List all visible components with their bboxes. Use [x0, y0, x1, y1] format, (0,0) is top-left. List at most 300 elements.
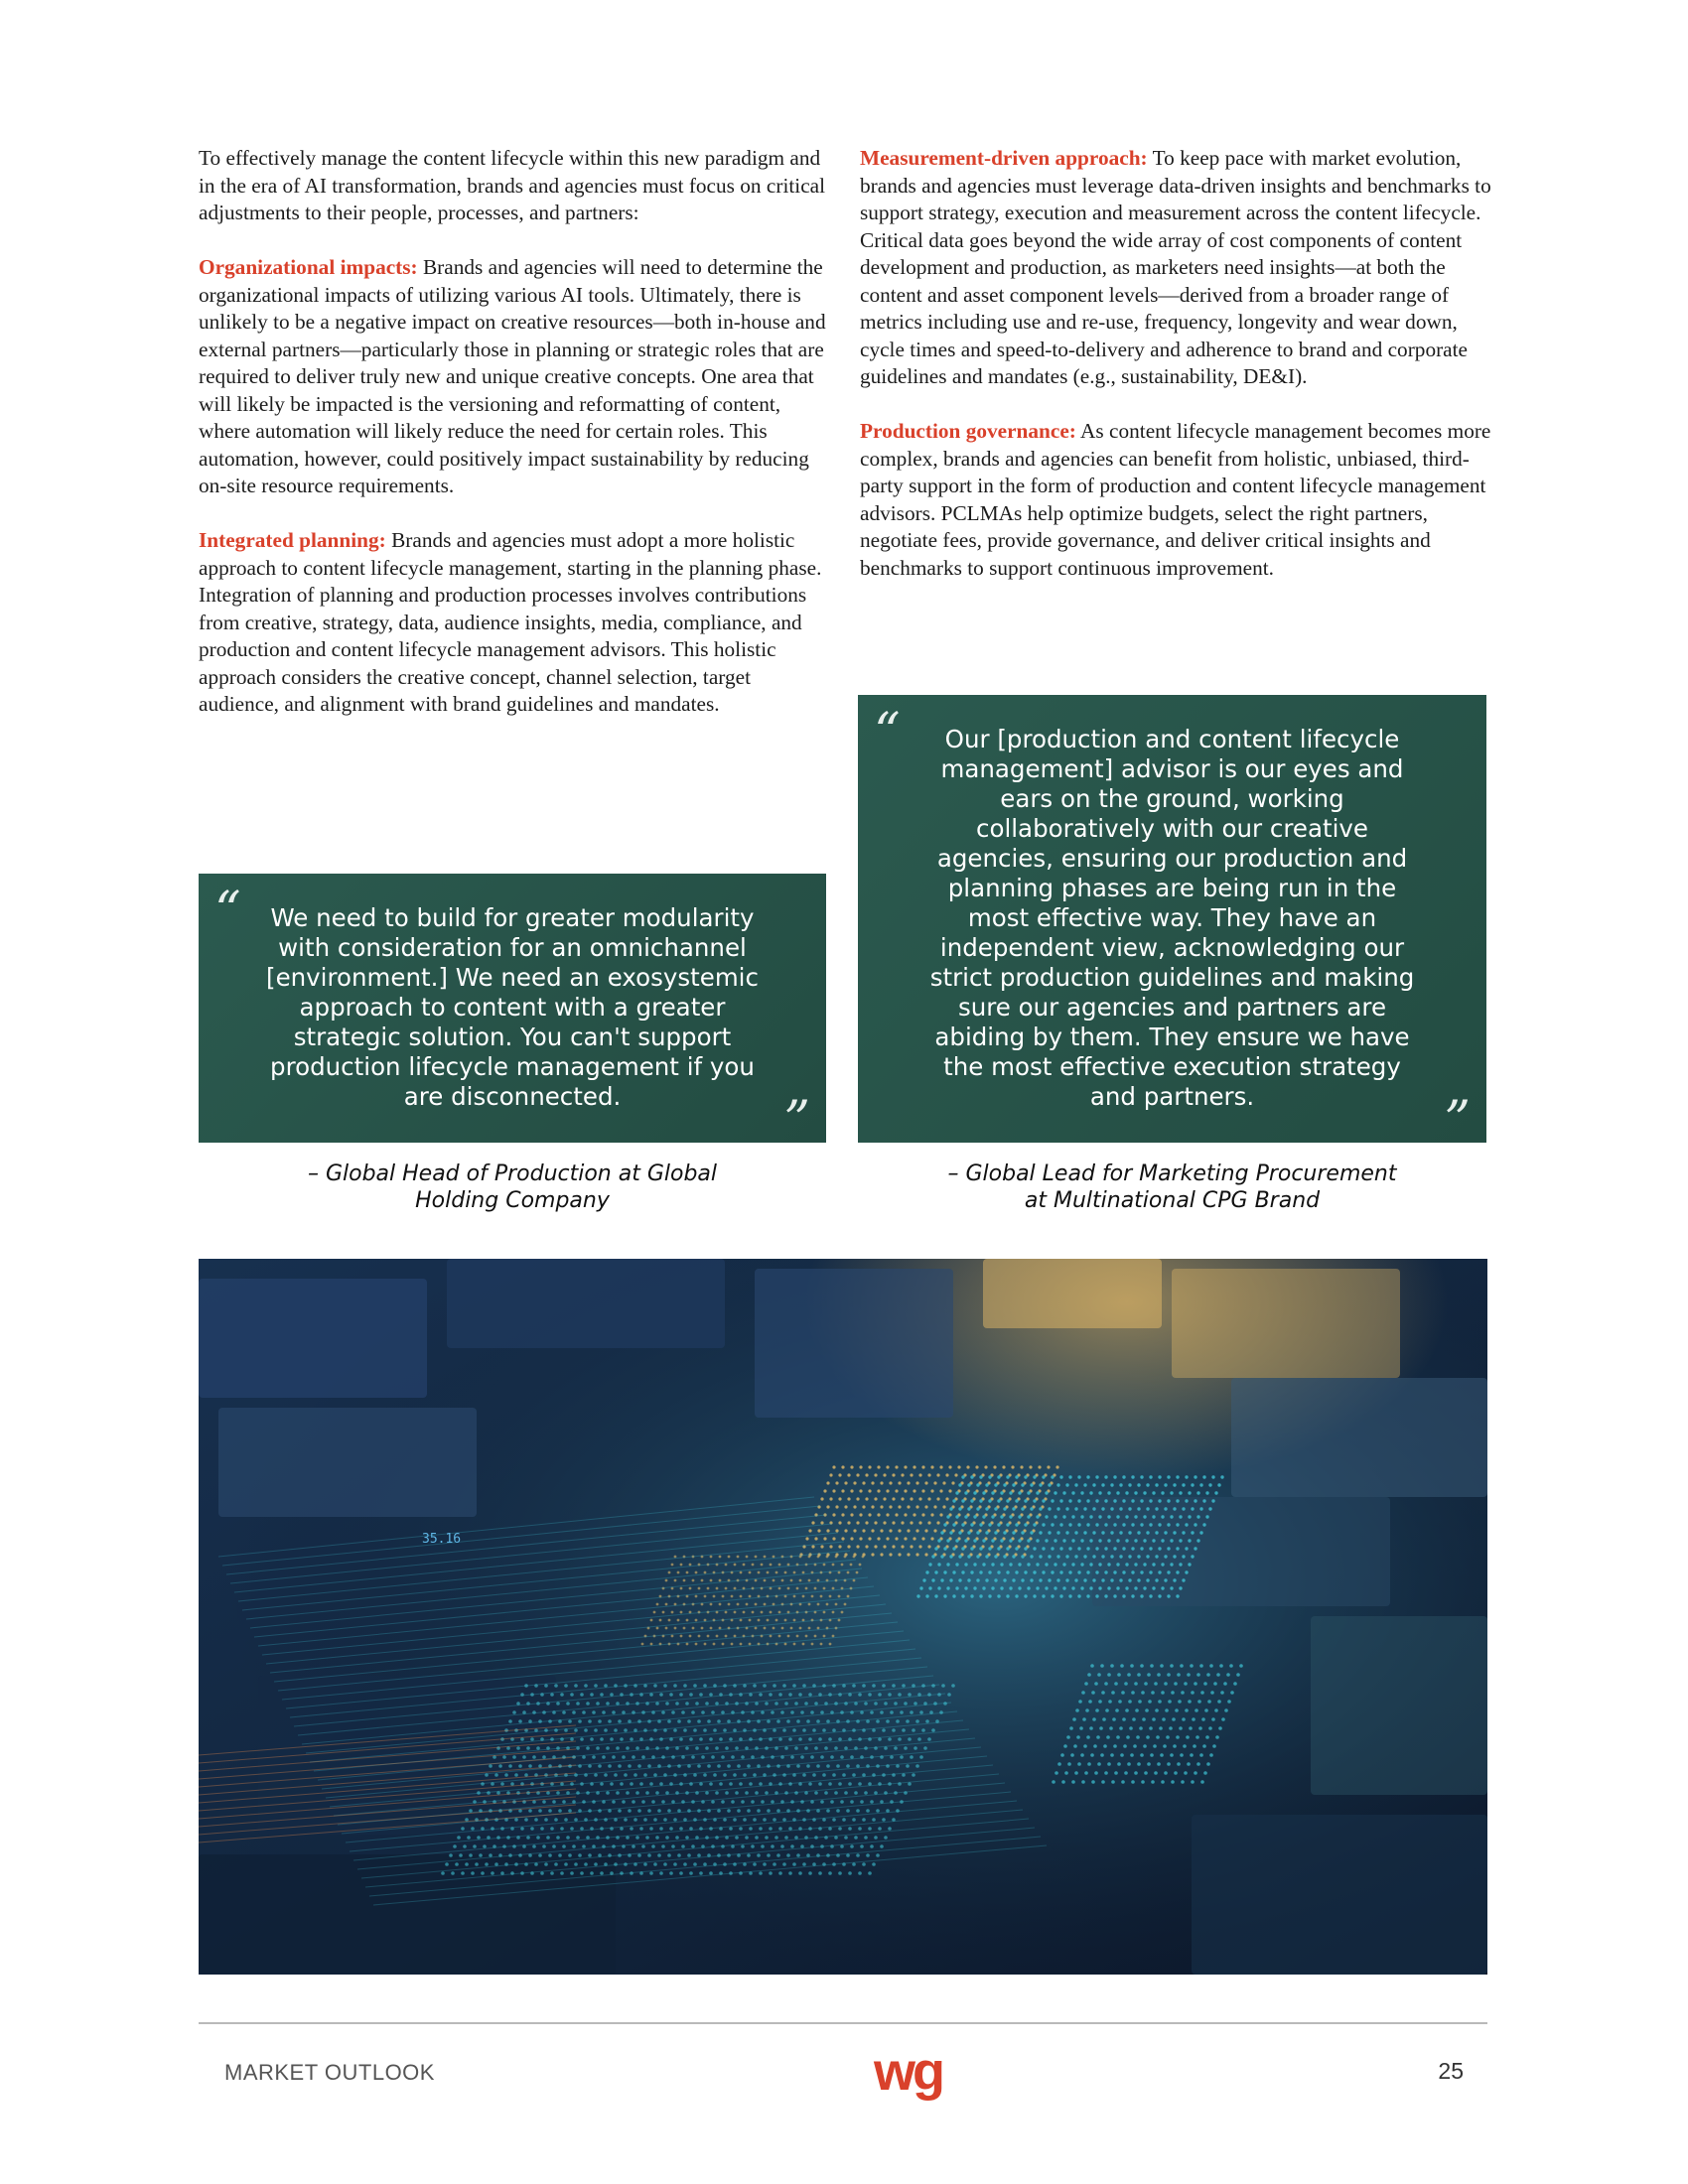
led-dot: [1125, 1586, 1128, 1589]
led-dot: [892, 1545, 895, 1548]
led-dot: [1006, 1547, 1009, 1550]
led-dot: [883, 1545, 886, 1548]
led-dot: [1052, 1780, 1055, 1784]
led-dot: [1074, 1555, 1077, 1558]
led-dot: [1033, 1475, 1036, 1478]
chip-panel: [1192, 1815, 1487, 1975]
led-dot: [904, 1465, 907, 1468]
led-dot: [910, 1473, 913, 1476]
led-dot: [997, 1499, 1000, 1502]
led-dot: [633, 1818, 637, 1822]
led-dot: [1047, 1465, 1050, 1468]
led-dot: [1167, 1594, 1170, 1597]
led-dot: [703, 1684, 707, 1688]
led-dot: [1033, 1570, 1036, 1573]
led-dot: [1176, 1499, 1179, 1502]
led-dot: [898, 1693, 902, 1697]
led-dot: [1158, 1523, 1161, 1526]
led-dot: [1119, 1726, 1123, 1730]
led-dot: [826, 1505, 829, 1508]
led-dot: [994, 1578, 997, 1581]
led-dot: [994, 1507, 997, 1510]
led-dot: [645, 1791, 649, 1795]
led-dot: [1131, 1570, 1134, 1573]
led-dot: [580, 1871, 584, 1875]
led-dot: [1187, 1673, 1191, 1677]
led-dot: [793, 1595, 796, 1598]
led-dot: [1100, 1664, 1104, 1668]
led-dot: [663, 1862, 667, 1866]
led-dot: [952, 1523, 955, 1526]
led-dot: [1144, 1771, 1148, 1775]
led-dot: [755, 1556, 758, 1559]
led-dot: [787, 1587, 790, 1590]
led-dot: [1115, 1708, 1119, 1712]
led-dot: [964, 1491, 967, 1494]
led-dot: [1211, 1475, 1214, 1478]
led-dot: [1020, 1465, 1023, 1468]
led-dot: [723, 1728, 727, 1732]
led-dot: [919, 1755, 923, 1759]
led-dot: [632, 1800, 635, 1804]
led-dot: [759, 1782, 763, 1786]
led-dot: [612, 1710, 616, 1714]
led-dot: [687, 1719, 691, 1723]
led-dot: [934, 1547, 937, 1550]
led-dot: [854, 1791, 858, 1795]
led-dot: [1205, 1491, 1208, 1494]
led-dot: [1227, 1700, 1231, 1704]
led-dot: [650, 1619, 653, 1622]
led-dot: [538, 1809, 542, 1813]
led-dot: [946, 1563, 949, 1566]
led-dot: [1137, 1673, 1141, 1677]
led-dot: [1131, 1547, 1134, 1550]
led-dot: [925, 1719, 929, 1723]
led-dot: [1131, 1594, 1134, 1597]
measurement-body: To keep pace with market evolution, brands and agencies must leverage data-driven insights and benchmarks to support strategy, execution and measurement across the content lifecycle. Critical data goes beyond the wide array of cost components of content development and production, as marketers need insights—at both the content and asset component levels—derived from a broader range of metrics including use and re-use, frequency, longevity and wear down, cycle times and speed-to-delivery and adherence to brand and corporate guidelines and mandates (e.g., sustainability, DE&I).: [860, 146, 1491, 388]
led-dot: [1154, 1682, 1158, 1686]
led-dot: [862, 1818, 866, 1822]
led-dot: [1096, 1735, 1100, 1739]
led-dot: [656, 1627, 659, 1630]
led-dot: [1089, 1586, 1092, 1589]
led-dot: [910, 1497, 913, 1500]
led-dot: [1003, 1507, 1006, 1510]
led-dot: [826, 1556, 829, 1559]
led-dot: [878, 1693, 882, 1697]
led-dot: [822, 1773, 826, 1777]
led-dot: [1098, 1539, 1101, 1542]
led-dot: [661, 1800, 665, 1804]
led-dot: [912, 1773, 915, 1777]
led-dot: [1021, 1507, 1024, 1510]
led-dot: [667, 1853, 671, 1857]
led-dot: [808, 1579, 811, 1582]
led-dot: [1113, 1744, 1117, 1748]
led-dot: [898, 1737, 902, 1741]
led-dot: [1203, 1682, 1207, 1686]
led-dot: [1079, 1726, 1083, 1730]
led-dot: [865, 1473, 868, 1476]
led-dot: [473, 1844, 477, 1848]
led-dot: [900, 1755, 904, 1759]
led-dot: [1116, 1515, 1119, 1518]
led-dot: [1113, 1499, 1116, 1502]
led-dot: [858, 1693, 862, 1697]
led-dot: [814, 1746, 818, 1750]
led-dot: [630, 1737, 633, 1741]
led-dot: [1055, 1771, 1058, 1775]
led-dot: [1134, 1682, 1138, 1686]
led-dot: [1089, 1563, 1092, 1566]
organizational-impacts-heading: Organizational impacts:: [199, 255, 418, 279]
led-dot: [1095, 1547, 1098, 1550]
led-dot: [1065, 1531, 1068, 1534]
led-dot: [832, 1587, 835, 1590]
led-dot: [1024, 1499, 1027, 1502]
led-dot: [770, 1635, 773, 1638]
led-dot: [991, 1515, 994, 1518]
led-dot: [1033, 1523, 1036, 1526]
led-dot: [846, 1809, 850, 1813]
led-dot: [520, 1827, 524, 1831]
led-dot: [1000, 1586, 1003, 1589]
led-dot: [637, 1809, 641, 1813]
led-dot: [997, 1547, 1000, 1550]
led-dot: [704, 1571, 707, 1574]
led-dot: [725, 1746, 729, 1750]
led-dot: [737, 1809, 741, 1813]
led-dot: [667, 1719, 671, 1723]
led-dot: [1080, 1563, 1083, 1566]
led-dot: [693, 1684, 697, 1688]
led-dot: [566, 1702, 570, 1706]
led-dot: [548, 1809, 552, 1813]
led-dot: [1012, 1531, 1015, 1534]
led-dot: [1134, 1586, 1137, 1589]
led-dot: [832, 1728, 836, 1732]
led-dot: [727, 1809, 731, 1813]
led-dot: [1158, 1700, 1162, 1704]
led-dot: [976, 1578, 979, 1581]
led-dot: [874, 1497, 877, 1500]
led-dot: [910, 1545, 913, 1548]
led-dot: [1024, 1594, 1027, 1597]
led-dot: [620, 1782, 624, 1786]
led-dot: [1170, 1515, 1173, 1518]
led-dot: [1021, 1578, 1024, 1581]
led-dot: [734, 1587, 737, 1590]
led-dot: [877, 1537, 880, 1540]
integrated-planning-body: Brands and agencies must adopt a more holistic approach to content lifecycle management, starting in the planning phase. Integration of planning and production processes involves contributions from creative, strategy, data, audience insights, media, compliance, and production and content lifecycle management advisors. This holistic approach considers the creative concept, channel selection, target audience, and alignment with brand guidelines and mandates.: [199, 528, 822, 716]
led-dot: [514, 1818, 518, 1822]
circuit-board-image: [199, 1259, 1487, 1975]
led-dot: [1201, 1717, 1205, 1721]
led-dot: [580, 1737, 584, 1741]
led-dot: [898, 1529, 901, 1532]
led-dot: [1009, 1491, 1012, 1494]
led-dot: [1101, 1780, 1105, 1784]
led-dot: [790, 1710, 794, 1714]
led-dot: [695, 1702, 699, 1706]
led-dot: [796, 1764, 800, 1768]
led-dot: [1143, 1744, 1147, 1748]
led-dot: [1003, 1555, 1006, 1558]
led-dot: [820, 1595, 823, 1598]
led-dot: [1110, 1578, 1113, 1581]
led-dot: [895, 1489, 898, 1492]
led-dot: [1128, 1483, 1131, 1486]
led-dot: [719, 1556, 722, 1559]
led-dot: [931, 1578, 934, 1581]
led-dot: [1196, 1735, 1199, 1739]
led-dot: [576, 1836, 580, 1840]
led-dot: [814, 1791, 818, 1795]
led-dot: [574, 1728, 578, 1732]
led-dot: [841, 1537, 844, 1540]
led-dot: [669, 1693, 673, 1697]
led-dot: [641, 1755, 645, 1759]
led-dot: [1039, 1578, 1042, 1581]
led-dot: [967, 1531, 970, 1534]
led-dot: [494, 1773, 498, 1777]
led-dot: [921, 1728, 925, 1732]
led-dot: [997, 1523, 1000, 1526]
led-dot: [1220, 1691, 1224, 1695]
led-dot: [979, 1523, 982, 1526]
led-dot: [1056, 1578, 1059, 1581]
led-dot: [776, 1853, 780, 1857]
led-dot: [713, 1773, 717, 1777]
led-dot: [961, 1499, 964, 1502]
led-dot: [811, 1521, 814, 1524]
led-dot: [784, 1746, 788, 1750]
led-dot: [558, 1853, 562, 1857]
led-dot: [647, 1809, 651, 1813]
led-dot: [1119, 1507, 1122, 1510]
led-dot: [1077, 1547, 1080, 1550]
organizational-impacts-body: Brands and agencies will need to determine the organizational impacts of utilizing various AI tools. Ultimately, there is unlikely to be a negative impact on creative resources—both in-house and external partners—particularly those in planning or strategic roles that are required to deliver truly new and unique creative concepts. One area that will likely be impacted is the versioning and reformatting of content, where automation will likely reduce the need for certain roles. This automation, however, could positively impact sustainability by reducing on-site resource requirements.: [199, 255, 826, 497]
led-dot: [1152, 1515, 1155, 1518]
governance-paragraph: [860, 418, 1495, 582]
led-dot: [743, 1773, 747, 1777]
led-dot: [461, 1827, 465, 1831]
led-dot: [1130, 1753, 1134, 1757]
led-dot: [966, 1465, 969, 1468]
led-dot: [982, 1491, 985, 1494]
led-dot: [985, 1507, 988, 1510]
led-dot: [906, 1764, 910, 1768]
led-dot: [722, 1595, 725, 1598]
led-dot: [673, 1684, 677, 1688]
led-dot: [767, 1619, 770, 1622]
led-dot: [817, 1529, 820, 1532]
led-dot: [1194, 1523, 1196, 1526]
led-dot: [719, 1782, 723, 1786]
led-dot: [805, 1635, 808, 1638]
led-dot: [1107, 1762, 1111, 1766]
led-dot: [1111, 1780, 1115, 1784]
led-dot: [871, 1505, 874, 1508]
led-dot: [663, 1684, 667, 1688]
led-dot: [686, 1619, 689, 1622]
led-dot: [598, 1764, 602, 1768]
right-column: [860, 145, 1495, 610]
led-dot: [865, 1497, 868, 1500]
led-dot: [1198, 1726, 1202, 1730]
led-dot: [877, 1513, 880, 1516]
led-dot: [1006, 1594, 1009, 1597]
led-dot: [643, 1818, 647, 1822]
led-dot: [1101, 1483, 1104, 1486]
led-dot: [1116, 1563, 1119, 1566]
led-dot: [841, 1465, 844, 1468]
led-dot: [761, 1800, 765, 1804]
led-dot: [927, 1521, 930, 1524]
led-dot: [685, 1746, 689, 1750]
led-dot: [1168, 1700, 1172, 1704]
led-dot: [1095, 1708, 1099, 1712]
led-dot: [913, 1537, 915, 1540]
led-dot: [692, 1579, 695, 1582]
led-dot: [788, 1871, 792, 1875]
led-dot: [1082, 1717, 1086, 1721]
led-dot: [1208, 1726, 1212, 1730]
led-dot: [1071, 1563, 1074, 1566]
led-dot: [606, 1791, 610, 1795]
led-dot: [680, 1564, 683, 1567]
led-dot: [1098, 1491, 1101, 1494]
led-dot: [707, 1635, 710, 1638]
led-dot: [1077, 1523, 1080, 1526]
led-dot: [840, 1755, 844, 1759]
led-dot: [880, 1505, 883, 1508]
led-dot: [536, 1836, 540, 1840]
led-dot: [826, 1719, 830, 1723]
led-dot: [749, 1827, 753, 1831]
led-dot: [1118, 1700, 1122, 1704]
led-dot: [1107, 1539, 1110, 1542]
led-dot: [1012, 1483, 1015, 1486]
led-dot: [937, 1586, 940, 1589]
integrated-planning-heading: Integrated planning:: [199, 528, 386, 552]
led-dot: [1054, 1586, 1056, 1589]
led-dot: [1089, 1491, 1092, 1494]
led-dot: [792, 1684, 796, 1688]
led-dot: [669, 1827, 673, 1831]
led-dot: [862, 1556, 865, 1559]
led-dot: [483, 1844, 487, 1848]
led-dot: [764, 1579, 767, 1582]
led-dot: [1039, 1483, 1042, 1486]
led-dot: [681, 1844, 685, 1848]
led-dot: [1071, 1780, 1075, 1784]
led-dot: [1090, 1753, 1094, 1757]
led-dot: [931, 1555, 934, 1558]
led-dot: [1072, 1717, 1076, 1721]
led-dot: [997, 1594, 1000, 1597]
led-dot: [1104, 1682, 1108, 1686]
led-dot: [1147, 1673, 1151, 1677]
led-dot: [868, 1489, 871, 1492]
led-dot: [908, 1693, 912, 1697]
led-dot: [653, 1773, 657, 1777]
led-dot: [580, 1827, 584, 1831]
led-dot: [671, 1635, 674, 1638]
led-dot: [743, 1818, 747, 1822]
led-dot: [808, 1529, 811, 1532]
led-dot: [1003, 1578, 1006, 1581]
led-dot: [961, 1594, 964, 1597]
led-dot: [1161, 1586, 1164, 1589]
led-dot: [774, 1836, 778, 1840]
led-dot: [838, 1571, 841, 1574]
led-dot: [838, 1545, 841, 1548]
led-dot: [1099, 1726, 1103, 1730]
led-dot: [918, 1521, 921, 1524]
led-dot: [717, 1719, 721, 1723]
led-dot: [643, 1773, 647, 1777]
led-dot: [1027, 1586, 1030, 1589]
led-dot: [624, 1818, 628, 1822]
led-dot: [830, 1800, 834, 1804]
led-dot: [765, 1836, 769, 1840]
led-dot: [1131, 1780, 1135, 1784]
led-dot: [1056, 1507, 1059, 1510]
led-dot: [872, 1684, 876, 1688]
led-dot: [719, 1627, 722, 1630]
led-dot: [1131, 1475, 1134, 1478]
led-dot: [685, 1836, 689, 1840]
led-dot: [710, 1627, 713, 1630]
led-dot: [1152, 1586, 1155, 1589]
led-dot: [890, 1710, 894, 1714]
led-dot: [802, 1643, 805, 1646]
led-dot: [441, 1871, 445, 1875]
led-dot: [1173, 1555, 1176, 1558]
led-dot: [1018, 1539, 1021, 1542]
led-dot: [610, 1737, 614, 1741]
led-dot: [823, 1611, 826, 1614]
led-dot: [794, 1702, 798, 1706]
led-dot: [1214, 1491, 1217, 1494]
led-dot: [868, 1827, 872, 1831]
led-dot: [1000, 1515, 1003, 1518]
led-dot: [689, 1564, 692, 1567]
led-dot: [1152, 1717, 1156, 1721]
led-dot: [635, 1791, 639, 1795]
led-dot: [653, 1862, 657, 1866]
led-dot: [1009, 1539, 1012, 1542]
led-dot: [835, 1556, 838, 1559]
led-dot: [1102, 1717, 1106, 1721]
led-dot: [695, 1595, 698, 1598]
led-dot: [892, 1684, 896, 1688]
led-dot: [892, 1473, 895, 1476]
led-dot: [988, 1523, 991, 1526]
led-dot: [916, 1594, 919, 1597]
led-dot: [1236, 1673, 1240, 1677]
led-dot: [836, 1764, 840, 1768]
led-dot: [673, 1818, 677, 1822]
led-dot: [894, 1746, 898, 1750]
led-dot: [994, 1483, 997, 1486]
led-dot: [1027, 1515, 1030, 1518]
led-dot: [784, 1643, 787, 1646]
led-dot: [1024, 1570, 1027, 1573]
led-dot: [655, 1791, 659, 1795]
